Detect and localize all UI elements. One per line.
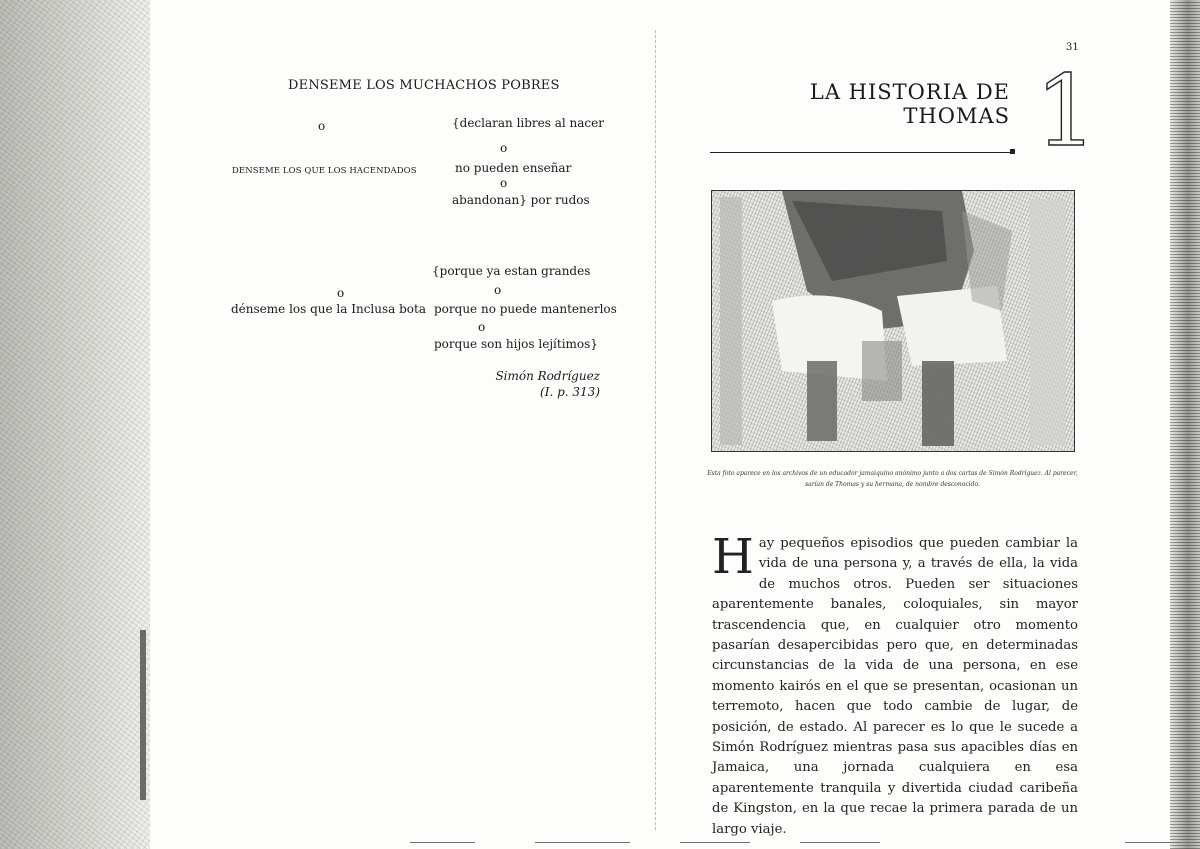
bottom-rule [800,842,880,843]
poem-line: {declaran libres al nacer [452,116,604,130]
poem-attribution [470,368,600,400]
photo-caption: Esta foto aparece en los archivos de un educador jamaiquino anónimo junto a dos cartas de Simón Rodríguez. Al parecer, sarían de Thomas y su hermana, de nombre desconocido. [707,470,1078,488]
poem-line: abandonan} por rudos [452,193,590,207]
page-gutter [655,30,656,830]
historical-photo [711,190,1075,452]
poem-line: porque son hijos lejítimos} [434,337,598,351]
scan-edge-left [0,0,150,849]
chapter-title-line: THOMAS [903,104,1010,128]
chapter-title-line: LA HISTORIA DE [809,80,1010,104]
drop-cap: H [712,529,754,585]
scan-edge-shadow [140,630,146,800]
body-paragraph [712,529,1078,840]
poem-side-label: dénseme los que la Inclusa bota [231,302,426,316]
poem-connector: o [318,119,326,133]
poem-connector: o [500,176,508,190]
poem-connector: o [478,320,486,334]
chapter-rule-ornament [1010,149,1015,154]
poem-connector: o [500,141,508,155]
bottom-rule [535,842,630,843]
poem-line: porque no puede mantenerlos [434,302,617,316]
page-number: 31 [1066,42,1079,53]
chapter-rule [710,152,1015,153]
poem-connector: o [337,286,345,300]
chapter-number: 1 [1035,55,1098,169]
chapter-title [770,80,1010,128]
bottom-rule [410,842,475,843]
poem-title: DENSEME LOS MUCHACHOS POBRES [288,78,560,93]
photo-figures-illustration [712,191,1074,451]
poem-line: {porque ya estan grandes [432,264,591,278]
attribution-reference: (I. p. 313) [540,385,600,399]
poem-side-label: DENSEME LOS QUE LOS HACENDADOS [232,166,417,176]
body-text: ay pequeños episodios que pueden cambiar la vida de una persona y, a través de ella, la vida de muchos otros. Pueden ser situaciones aparentemente banales, coloquiales, sin mayor trascendencia que, en cualquier otro momento pasarían desapercibidas pero que, en determinadas circunstancias de la vida de una persona, en ese momento kairós en el que se presentan, ocasionan un terremoto, hacen que todo cambie de lugar, de posición, de estado. Al parecer es lo que le sucede a Simón Rodríguez mientras pasa sus apacibles días en Jamaica, una jornada cualquiera en esa aparentemente tranquila y divertida ciudad caribeña de Kingston, en la que recae la primera parada de un largo viaje. [712,536,1078,837]
scan-edge-right [1170,0,1200,849]
poem-line: no pueden enseñar [455,161,572,175]
bottom-rule [680,842,750,843]
attribution-author: Simón Rodríguez [495,369,600,383]
poem-connector: o [494,283,502,297]
bottom-rule [1125,842,1200,843]
